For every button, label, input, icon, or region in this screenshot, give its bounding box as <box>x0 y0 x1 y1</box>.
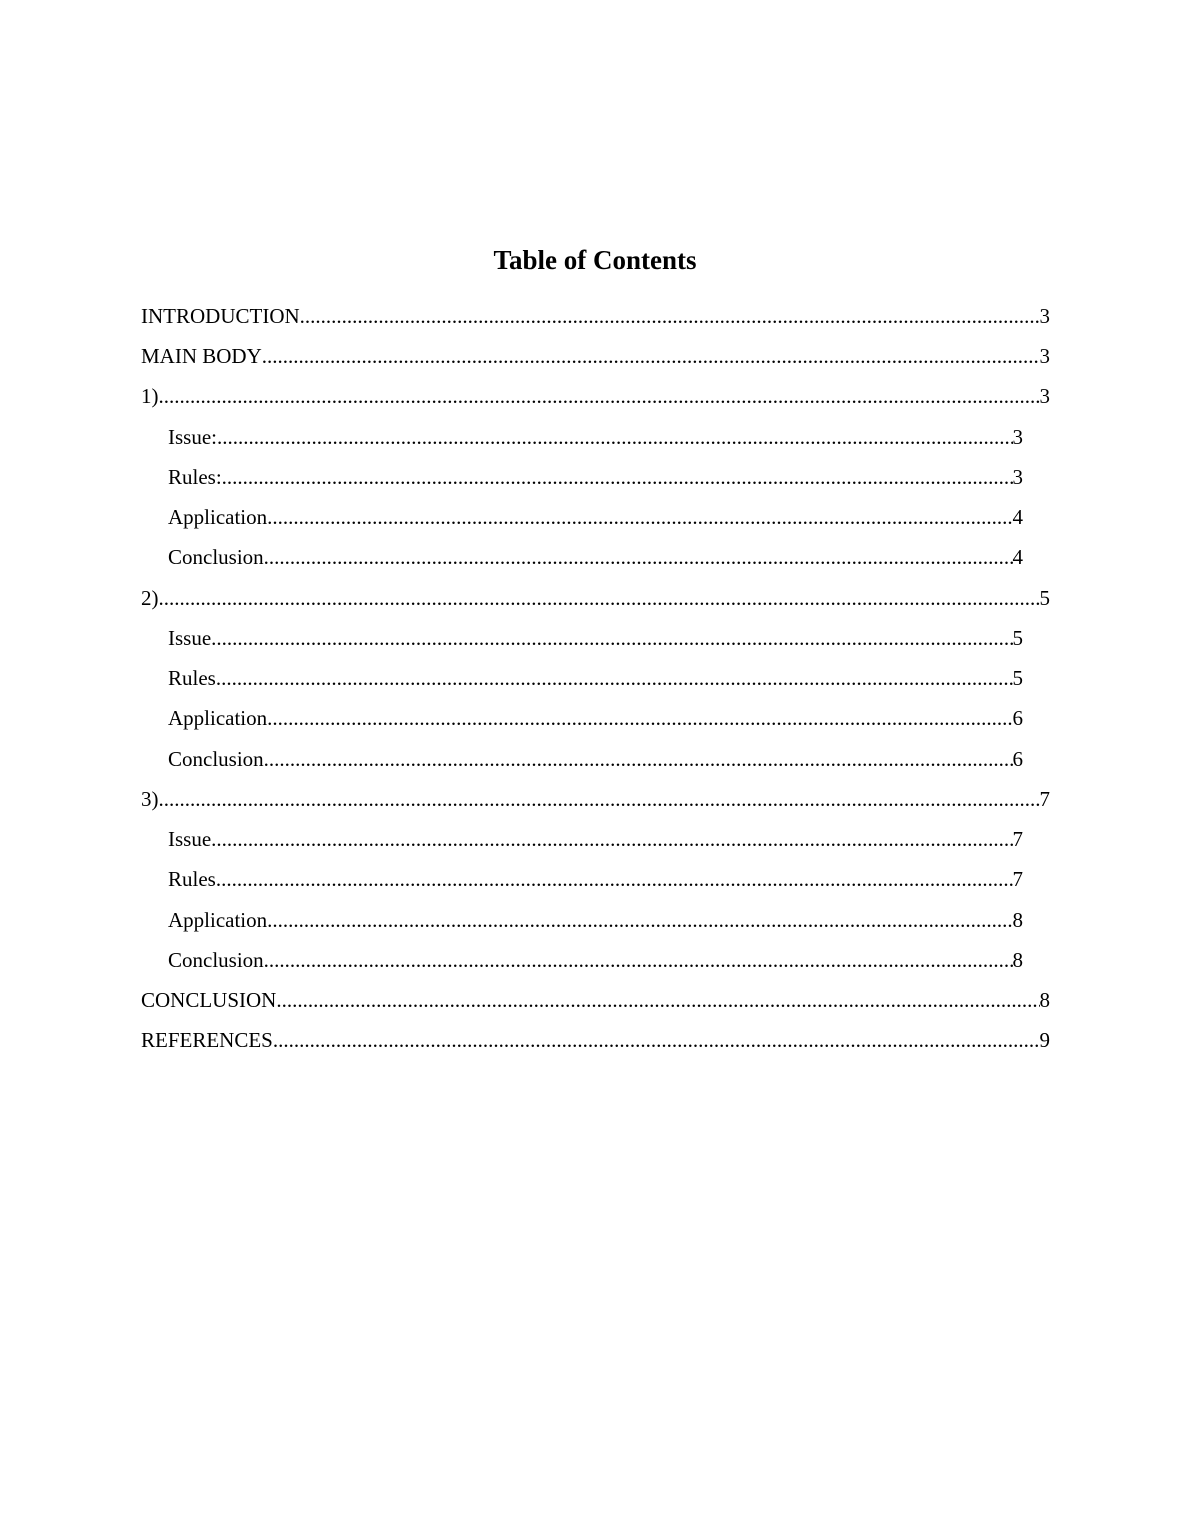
toc-dot-leader <box>222 461 1013 493</box>
toc-entry-page: 5 <box>1039 586 1050 610</box>
toc-entry-label: Rules <box>168 666 216 690</box>
toc-entry-page: 8 <box>1039 988 1050 1012</box>
toc-entry-section-2[interactable] <box>141 582 1050 614</box>
toc-dot-leader <box>300 300 1040 332</box>
toc-entry-label: MAIN BODY <box>141 344 262 368</box>
toc-title: Table of Contents <box>493 245 697 275</box>
toc-entry-label: Conclusion <box>168 545 264 569</box>
toc-entry-2-issue[interactable] <box>168 622 1023 654</box>
toc-dot-leader <box>273 1024 1040 1056</box>
toc-dot-leader <box>264 541 1013 573</box>
toc-entry-1-rules[interactable] <box>168 461 1023 493</box>
toc-entry-page: 8 <box>1012 908 1023 932</box>
toc-dot-leader <box>267 904 1012 936</box>
toc-entry-page: 3 <box>1012 425 1023 449</box>
toc-dot-leader <box>211 622 1012 654</box>
toc-dot-leader <box>267 501 1012 533</box>
toc-entry-3-issue[interactable] <box>168 823 1023 855</box>
toc-entry-section-1[interactable] <box>141 380 1050 412</box>
toc-entry-1-issue[interactable] <box>168 421 1023 453</box>
toc-dot-leader <box>217 421 1013 453</box>
toc-entry-label: REFERENCES <box>141 1028 273 1052</box>
toc-dot-leader <box>267 702 1012 734</box>
toc-dot-leader <box>262 340 1040 372</box>
toc-entry-introduction[interactable] <box>141 300 1050 332</box>
toc-entry-1-conclusion[interactable] <box>168 541 1023 573</box>
toc-entry-label: Application <box>168 908 268 932</box>
toc-entry-page: 4 <box>1012 545 1023 569</box>
toc-entry-page: 7 <box>1012 867 1023 891</box>
toc-dot-leader <box>159 582 1040 614</box>
toc-entry-label: Application <box>168 505 268 529</box>
toc-entry-page: 3 <box>1012 465 1023 489</box>
toc-entry-page: 5 <box>1012 666 1023 690</box>
toc-entry-page: 8 <box>1012 948 1023 972</box>
toc-entry-label: Application <box>168 706 268 730</box>
toc-entry-label: INTRODUCTION <box>141 304 300 328</box>
toc-entry-label: Conclusion <box>168 948 264 972</box>
toc-entry-label: CONCLUSION <box>141 988 277 1012</box>
toc-dot-leader <box>276 984 1039 1016</box>
toc-entry-2-rules[interactable] <box>168 662 1023 694</box>
toc-entry-section-3[interactable] <box>141 783 1050 815</box>
toc-dot-leader <box>264 944 1013 976</box>
toc-entry-page: 6 <box>1012 747 1023 771</box>
toc-entry-page: 4 <box>1012 505 1023 529</box>
toc-entry-label: 2) <box>141 586 159 610</box>
toc-entry-page: 3 <box>1039 304 1050 328</box>
toc-entry-page: 9 <box>1039 1028 1050 1052</box>
toc-entry-label: Issue <box>168 626 212 650</box>
toc-entry-page: 3 <box>1039 384 1050 408</box>
toc-dot-leader <box>159 380 1040 412</box>
toc-dot-leader <box>216 863 1013 895</box>
toc-entry-label: 3) <box>141 787 159 811</box>
toc-entry-3-conclusion[interactable] <box>168 944 1023 976</box>
toc-entry-label: Issue <box>168 827 212 851</box>
toc-entry-main-body[interactable] <box>141 340 1050 372</box>
toc-dot-leader <box>159 783 1040 815</box>
toc-entry-label: 1) <box>141 384 159 408</box>
toc-entry-2-application[interactable] <box>168 702 1023 734</box>
toc-entry-2-conclusion[interactable] <box>168 743 1023 775</box>
toc-entry-conclusion[interactable] <box>141 984 1050 1016</box>
toc-entry-page: 5 <box>1012 626 1023 650</box>
toc-entry-label: Conclusion <box>168 747 264 771</box>
toc-dot-leader <box>211 823 1012 855</box>
toc-entry-references[interactable] <box>141 1024 1050 1056</box>
toc-entry-3-application[interactable] <box>168 904 1023 936</box>
toc-entry-label: Rules <box>168 867 216 891</box>
toc-dot-leader <box>264 743 1013 775</box>
toc-entry-page: 7 <box>1039 787 1050 811</box>
toc-dot-leader <box>216 662 1013 694</box>
toc-entry-label: Issue: <box>168 425 217 449</box>
toc-entry-page: 6 <box>1012 706 1023 730</box>
toc-entry-page: 3 <box>1039 344 1050 368</box>
toc-entry-1-application[interactable] <box>168 501 1023 533</box>
toc-entry-3-rules[interactable] <box>168 863 1023 895</box>
toc-entry-label: Rules: <box>168 465 222 489</box>
toc-entry-page: 7 <box>1012 827 1023 851</box>
